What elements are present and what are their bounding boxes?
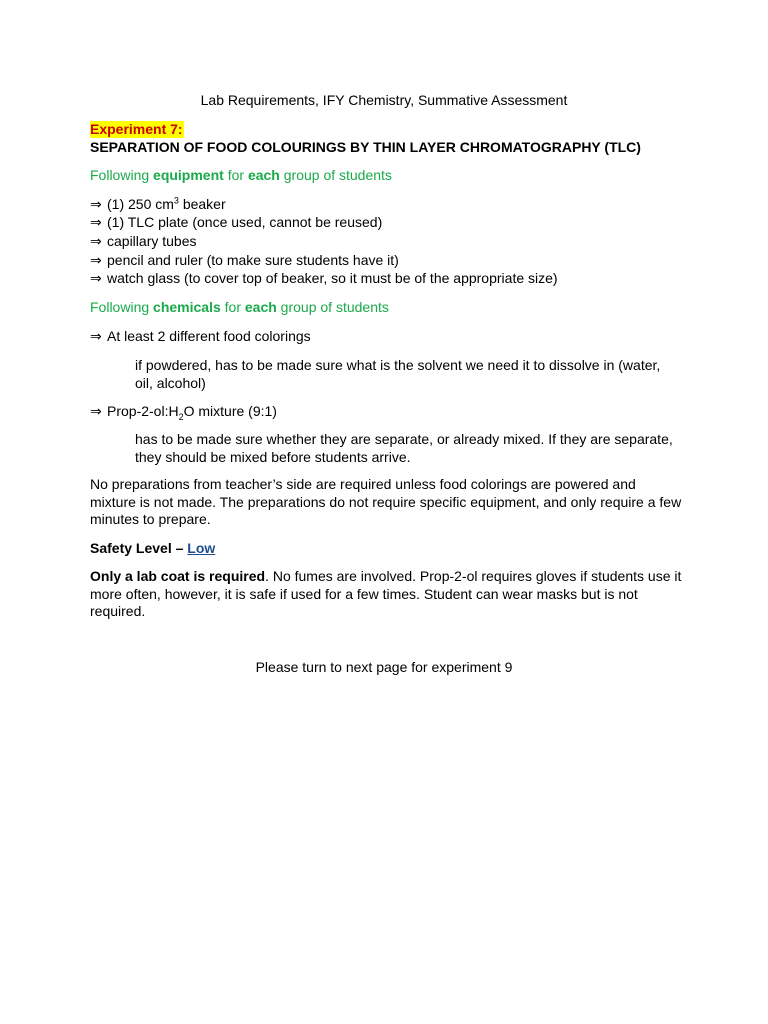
equipment-item-capillary: ⇒ capillary tubes — [90, 233, 197, 249]
equipment-item-beaker: ⇒ (1) 250 $cm^3$ beaker — [90, 195, 226, 212]
chemical-note-food-colorings: if powdered, has to be made sure what is the solvent we need it to dissolve in (water, oil, alcohol) — [135, 357, 661, 391]
safety-level: Safety Level – Low — [90, 540, 216, 556]
equipment-item-pencil: ⇒ pencil and ruler (to make sure students have it) — [90, 252, 399, 268]
arrow-icon: ⇒ — [90, 403, 102, 419]
arrow-icon: ⇒ — [90, 270, 102, 286]
equipment-heading: Following equipment for each group of students — [90, 167, 392, 183]
chemical-note-prop-2-ol: has to be made sure whether they are separate, or already mixed. If they are separate, they should be mixed before students arrive. — [135, 431, 673, 465]
safety-level-link[interactable]: Low — [187, 540, 216, 556]
safety-paragraph: Only a lab coat is required. No fumes are involved. Prop-2-ol requires gloves if students use it more often, however, it is safe if used for a few times. Student can wear masks but is not required. — [90, 568, 682, 619]
equipment-item-watch-glass: ⇒ watch glass (to cover top of beaker, so it must be of the appropriate size) — [90, 270, 558, 286]
chemicals-heading: Following chemicals for each group of students — [90, 299, 389, 315]
arrow-icon: ⇒ — [90, 233, 102, 249]
footer-note: Please turn to next page for experiment 9 — [255, 659, 513, 675]
arrow-icon: ⇒ — [90, 196, 102, 212]
chemical-item-food-colorings: ⇒ At least 2 different food colorings — [90, 328, 311, 344]
preparation-paragraph: No preparations from teacher’s side are required unless food colorings are powered and mixture is not made. The preparations do not require specific equipment, and only require a few minutes to prepare. — [90, 476, 682, 527]
arrow-icon: ⇒ — [90, 252, 102, 268]
chemical-item-prop-2-ol: ⇒ Prop-$2-ol:H_2O$ mixture (9:1) — [90, 403, 277, 422]
arrow-icon: ⇒ — [90, 328, 102, 344]
equipment-item-tlc: ⇒ (1) TLC plate (once used, cannot be reused) — [90, 214, 383, 230]
experiment-label: Experiment 7: — [90, 121, 183, 137]
document-header: Lab Requirements, IFY Chemistry, Summative Assessment — [200, 92, 568, 108]
experiment-title: SEPARATION OF FOOD COLOURINGS BY THIN LAYER CHROMATOGRAPHY (TLC) — [90, 139, 641, 155]
arrow-icon: ⇒ — [90, 214, 102, 230]
